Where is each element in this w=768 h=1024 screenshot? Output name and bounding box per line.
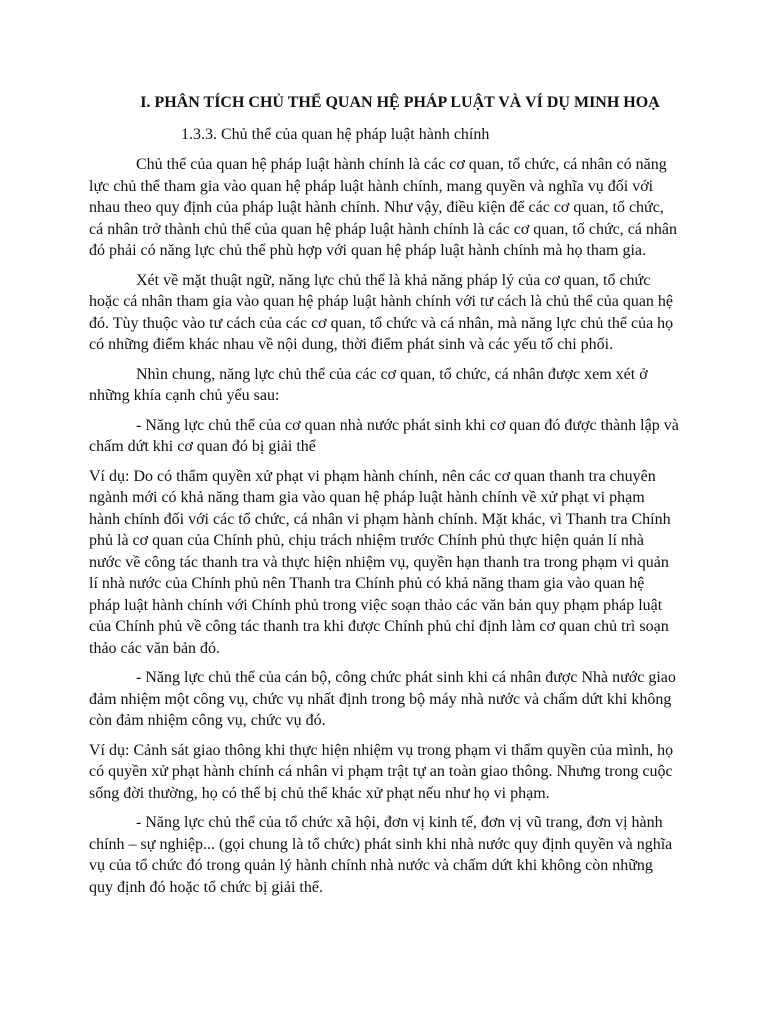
section-subtitle: 1.3.3. Chủ thể của quan hệ pháp luật hành chính [181,125,490,143]
paragraph-definition: Chủ thể của quan hệ pháp luật hành chính là các cơ quan, tổ chức, cá nhân có năng lực chủ thể tham gia vào quan hệ pháp luật hành chính, mang quyền và nghĩa vụ đối với nhau theo quy định của pháp luật hành chính. Như vậy, điều kiện để các cơ quan, tổ chức, cá nhân trở thành chủ thể của quan hệ pháp luật hành chính là các cơ quan, tổ chức, cá nhân đó phải có năng lực chủ thể phù hợp với quan hệ pháp luật hành chính mà họ tham gia. [89,156,678,259]
paragraph-overview: Nhìn chung, năng lực chủ thể của các cơ quan, tổ chức, cá nhân được xem xét ở những khía cạnh chủ yếu sau: [89,365,648,404]
document-page [89,92,679,906]
paragraph-officials: - Năng lực chủ thể của cán bộ, công chức phát sinh khi cá nhân được Nhà nước giao đảm nhiệm một công vụ, chức vụ nhất định trong bộ máy nhà nước và chấm dứt khi không còn đảm nhiệm công vụ, chức vụ đó. [89,669,676,729]
paragraph-example-inspection: Ví dụ: Do có thẩm quyền xử phạt vi phạm hành chính, nên các cơ quan thanh tra chuyên ngành mới có khả năng tham gia vào quan hệ pháp luật hành chính về xử phạt vi phạm hành chính đối với các tổ chức, cá nhân vi phạm hành chính. Mặt khác, vì Thanh tra Chính phủ là cơ quan của Chính phủ, chịu trách nhiệm trước Chính phủ thực hiện quản lí nhà nước về công tác thanh tra và thực hiện nhiệm vụ, quyền hạn thanh tra trong phạm vi quản lí nhà nước của Chính phủ nên Thanh tra Chính phủ có khả năng tham gia vào quan hệ pháp luật hành chính với Chính phủ trong việc soạn thảo các văn bản quy phạm pháp luật của Chính phủ về công tác thanh tra khi được Chính phủ chỉ định làm cơ quan chủ trì soạn thảo các văn bản đó. [89,467,671,657]
paragraph-example-traffic-police: Ví dụ: Cảnh sát giao thông khi thực hiện nhiệm vụ trong phạm vi thẩm quyền của mình, họ có quyền xử phạt hành chính cá nhân vi phạm trật tự an toàn giao thông. Nhưng trong cuộc sống đời thường, họ có thể bị chủ thể khác xử phạt nếu như họ vi phạm. [89,741,674,802]
paragraph-terminology: Xét về mặt thuật ngữ, năng lực chủ thể là khả năng pháp lý của cơ quan, tổ chức hoặc cá nhân tham gia vào quan hệ pháp luật hành chính với tư cách là chủ thể của quan hệ đó. Tùy thuộc vào tư cách của các cơ quan, tổ chức và cá nhân, mà năng lực chủ thể của họ có những điểm khác nhau về nội dung, thời điểm phát sinh và các yếu tố chi phối. [89,271,674,353]
document-title: I. PHÂN TÍCH CHỦ THỂ QUAN HỆ PHÁP LUẬT VÀ VÍ DỤ MINH HOẠ [140,94,660,111]
paragraph-organizations: - Năng lực chủ thể của tổ chức xã hội, đơn vị kinh tế, đơn vị vũ trang, đơn vị hành chính – sự nghiệp... (gọi chung là tổ chức) phát sinh khi nhà nước quy định quyền và nghĩa vụ của tổ chức đó trong quản lý hành chính nhà nước và chấm dứt khi không còn những quy định đó hoặc tổ chức bị giải thể. [89,814,673,896]
paragraph-state-agency: - Năng lực chủ thể của cơ quan nhà nước phát sinh khi cơ quan đó được thành lập và chấm dứt khi cơ quan đó bị giải thể [89,416,679,455]
